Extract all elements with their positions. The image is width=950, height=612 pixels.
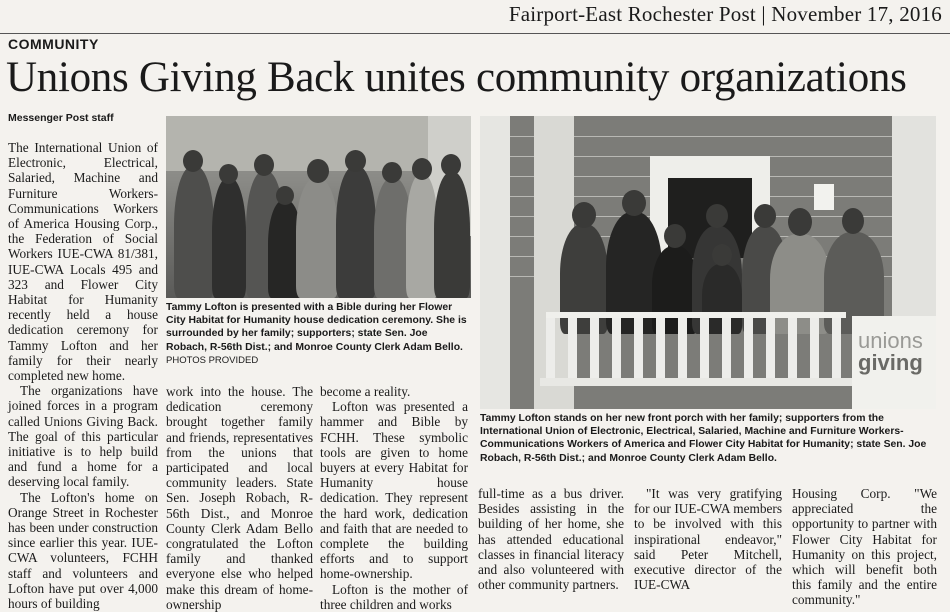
porch-railing-bottom	[540, 378, 860, 386]
photo-caption-2: Tammy Lofton stands on her new front porch with her family; supporters from the International Union of Electronic, Electrical, Salaried, Machine and Furniture Workers-Communications Workers of America and Flower City Habitat for Humanity; state Sen. Joe Robach, R-56th Dist.; and Monroe County Clerk Adam Bello.	[480, 413, 927, 464]
banner-line-2: giving	[858, 350, 923, 375]
banner-line-1: unions	[858, 328, 923, 353]
group-photo-indoor	[166, 116, 471, 298]
caption-1-text: Tammy Lofton is presented with a Bible during her Flower City Habitat for Humanity house dedication ceremony. She is surrounded by her family; supporters; state Sen. Joe Robach, R-56th Dist.; and Monroe County Clerk Adam Bello.	[166, 302, 467, 353]
section-label: COMMUNITY	[8, 36, 99, 52]
unions-giving-banner	[852, 316, 936, 409]
house-number-plaque	[814, 184, 834, 210]
masthead: Fairport-East Rochester Post | November 17, 2016	[508, 2, 942, 26]
paragraph: become a reality.	[320, 384, 411, 399]
paragraph: Housing Corp. "We appreciated the opportunity to partner with Flower City Habitat for Humanity on this project, which will benefit both this family and the entire community."	[792, 486, 937, 608]
paragraph: The International Union of Electronic, Electrical, Salaried, Machine and Furniture Workers-Communications Workers of America Housing Corp., the Federation of Social Workers IUE-CWA 81/381, IUE-CWA Locals 495 and 323 and Flower City Habitat for Humanity recently held a house dedication ceremony for Tammy Lofton and her family for their nearly completed new home.	[8, 140, 158, 384]
porch-railing-balusters	[546, 318, 846, 380]
article-column-5	[634, 486, 782, 592]
article-column-1	[8, 140, 158, 611]
headline: Unions Giving Back unites community organizations	[6, 54, 907, 101]
paragraph: Lofton was presented a hammer and Bible by FCHH. These symbolic tools are given to home buyers at every Habitat for Humanity house dedication. They represent the hard work, dedication and faith that are needed to complete the building efforts and to support home-ownership.	[320, 399, 468, 582]
porch-photo	[480, 116, 936, 409]
porch-post-left	[480, 116, 510, 409]
article-column-6	[792, 486, 937, 608]
paragraph: work into the house. The dedication ceremony brought together family and friends, representatives from the unions that participated and local community leaders. State Sen. Joseph Robach, R-56th Dist., and Monroe County Clerk Adam Bello congratulated the Lofton family and thanked everyone else who helped make this dream of home-ownership	[166, 384, 313, 612]
paragraph: The organizations have joined forces in a program called Unions Giving Back. The goal of this particular initiative is to help build and fund a home for a deserving local family.	[8, 383, 158, 490]
byline: Messenger Post staff	[8, 112, 114, 124]
article-column-2	[166, 384, 313, 612]
paragraph: The Lofton's home on Orange Street in Rochester has been under construction since earlier this year. IUE-CWA volunteers, FCHH staff and volunteers and Lofton have put over 4,000 hours of building	[8, 489, 158, 612]
photo-caption-1	[166, 301, 471, 367]
paragraph: Lofton is the mother of three children and works	[320, 581, 468, 612]
article-column-3	[320, 384, 468, 612]
article-column-4	[478, 486, 624, 592]
masthead-divider	[0, 33, 950, 34]
photo-credit: PHOTOS PROVIDED	[166, 354, 259, 366]
paragraph: "It was very gratifying for our IUE-CWA members to be involved with this inspirational endeavor," said Peter Mitchell, executive director of the IUE-CWA	[634, 486, 782, 593]
paragraph: full-time as a bus driver. Besides assisting in the building of her home, she has attended educational classes in financial literacy and also volunteered with other community partners.	[478, 486, 624, 593]
